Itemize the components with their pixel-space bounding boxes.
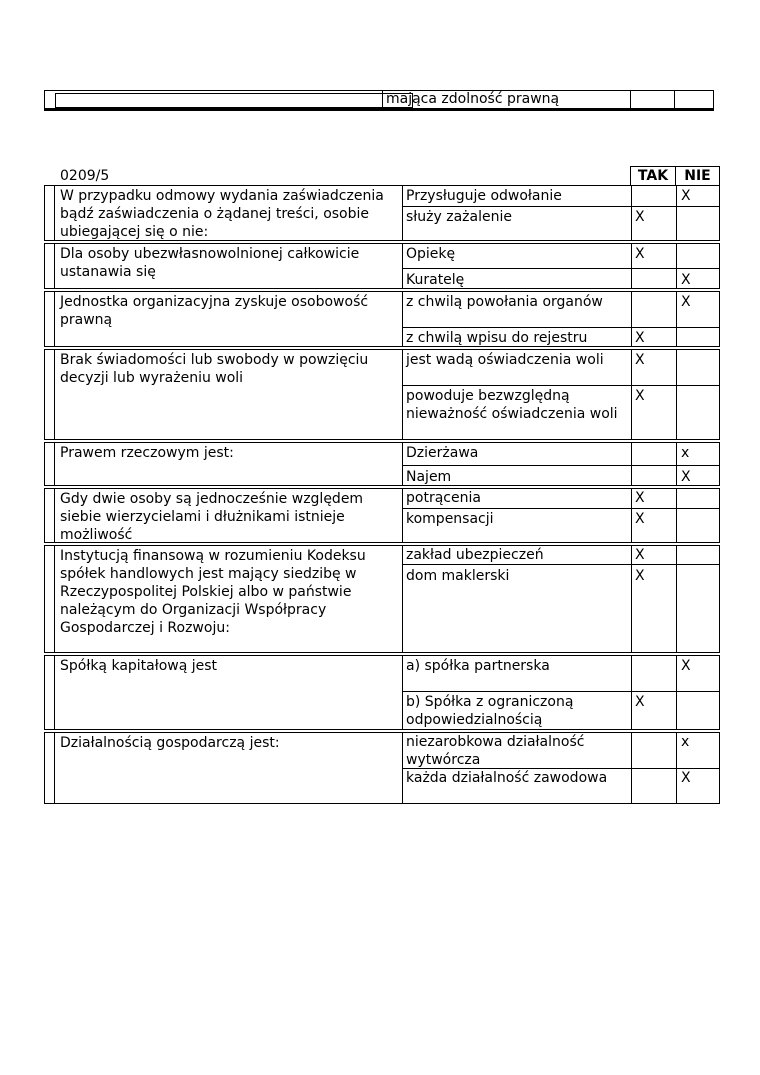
answer-text: służy zażalenie bbox=[406, 209, 512, 225]
answer-text: a) spółka partnerska bbox=[406, 658, 550, 674]
answer-text: z chwilą wpisu do rejestru bbox=[406, 330, 588, 346]
nie-mark: X bbox=[681, 272, 691, 288]
nie-mark: X bbox=[681, 188, 691, 204]
answer-cell bbox=[382, 90, 630, 111]
nie-mark: x bbox=[681, 734, 690, 750]
question-block bbox=[44, 655, 720, 730]
answer-text: Przysługuje odwołanie bbox=[406, 188, 562, 204]
answer-text: każda działalność zawodowa bbox=[406, 770, 608, 786]
question-block bbox=[44, 545, 720, 653]
tak-mark: X bbox=[635, 352, 645, 368]
tak-mark: X bbox=[635, 246, 645, 262]
answer-text: Najem bbox=[406, 469, 452, 485]
answer-text: b) Spółka z ograniczoną odpowiedzialnością bbox=[406, 694, 574, 728]
answer-text: Kuratelę bbox=[406, 272, 465, 288]
answer-text: dom maklerski bbox=[406, 568, 510, 584]
tak-mark: X bbox=[635, 209, 645, 225]
question-block bbox=[44, 185, 720, 241]
nie-mark: X bbox=[681, 770, 691, 786]
tak-mark: X bbox=[635, 511, 645, 527]
question-text: Prawem rzeczowym jest: bbox=[60, 445, 234, 461]
question-text: Brak świadomości lub swobody w powzięciu decyzji lub wyrażeniu woli bbox=[60, 352, 369, 386]
answer-text: niezarobkowa działalność wytwórcza bbox=[406, 734, 585, 768]
answer-text: jest wadą oświadczenia woli bbox=[406, 352, 604, 368]
question-block bbox=[44, 243, 720, 289]
answer-text: potrącenia bbox=[406, 490, 481, 506]
nie-mark: X bbox=[681, 294, 691, 310]
answer-text: Dzierżawa bbox=[406, 445, 479, 461]
header-nie: NIE bbox=[675, 166, 720, 186]
answer-text: zakład ubezpieczeń bbox=[406, 547, 544, 563]
answer-text: kompensacji bbox=[406, 511, 494, 527]
empty-cell bbox=[55, 93, 413, 108]
answer-text: powoduje bezwzględną nieważność oświadczenia woli bbox=[406, 388, 618, 422]
question-block bbox=[44, 442, 720, 486]
question-text: Spółką kapitałową jest bbox=[60, 658, 218, 674]
question-text: Dla osoby ubezwłasnowolnionej całkowicie ustanawia się bbox=[60, 246, 360, 280]
nie-mark: X bbox=[681, 469, 691, 485]
nie-mark: X bbox=[681, 658, 691, 674]
question-block bbox=[44, 291, 720, 347]
tak-mark: X bbox=[635, 388, 645, 404]
tak-mark: X bbox=[635, 568, 645, 584]
question-block bbox=[44, 349, 720, 440]
tak-mark: X bbox=[635, 547, 645, 563]
answer-text: z chwilą powołania organów bbox=[406, 294, 603, 310]
nie-mark: x bbox=[681, 445, 690, 461]
question-text: Działalnością gospodarczą jest: bbox=[60, 735, 280, 751]
answer-text: Opiekę bbox=[406, 246, 456, 262]
previous-table-fragment bbox=[44, 90, 714, 111]
tak-mark: X bbox=[635, 490, 645, 506]
question-block bbox=[44, 732, 720, 804]
nie-cell bbox=[674, 90, 714, 111]
tak-mark: X bbox=[635, 694, 645, 710]
question-text: W przypadku odmowy wydania zaświadczenia bądź zaświadczenia o żądanej treści, osobie ubiegającej się o nie: bbox=[60, 188, 384, 240]
answer-text: mająca zdolność prawną bbox=[386, 91, 560, 107]
question-text: Jednostka organizacyjna zyskuje osobowość prawną bbox=[60, 294, 369, 328]
question-text: Instytucją finansową w rozumieniu Kodeksu spółek handlowych jest mający siedzibę w Rzeczypospolitej Polskiej albo w państwie należącym do Organizacji Współpracy Gospodarczej i Rozwoju: bbox=[60, 548, 366, 636]
question-block bbox=[44, 488, 720, 543]
tak-cell bbox=[630, 90, 674, 111]
question-text: Gdy dwie osoby są jednocześnie względem siebie wierzycielami i dłużnikami istnieje możliwość bbox=[60, 491, 364, 543]
tak-mark: X bbox=[635, 330, 645, 346]
header-tak: TAK bbox=[630, 166, 676, 186]
document-code: 0209/5 bbox=[60, 168, 110, 184]
